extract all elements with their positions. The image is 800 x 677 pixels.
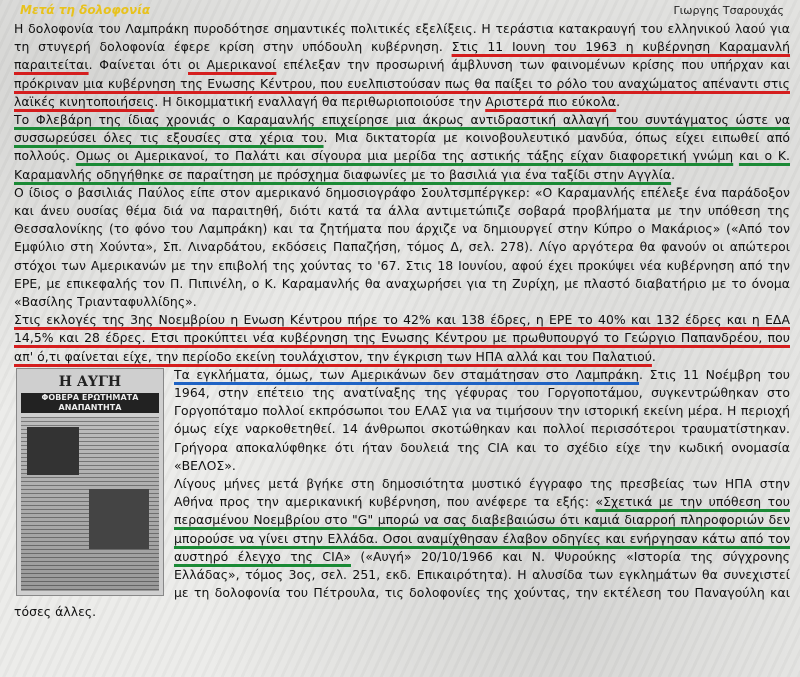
highlight-green: Ομως οι Αμερικανοί, το Παλάτι και σίγουρα μια μερίδα της αστικής τάξης είχαν διαφορετική γνώμη xyxy=(75,148,734,164)
clip-headline: ΦΟΒΕΡΑ ΕΡΩΤΗΜΑΤΑ ΑΝΑΠΑΝΤΗΤΑ xyxy=(21,393,159,413)
text: Ο ίδιος ο βασιλιάς Παύλος είπε στον αμερικανό δημοσιογράφο Σουλτσμπέργκερ: «Ο Καραμανλής επέλεξε ένα παράδοξον και άνευ ουσίας θέμα διά να παραιτηθή, διότι κατά τα άλλα αντιμετώπιζε σοβαρά προβλήματα με την υπόθεση της Θεσσαλονίκης (το φόνο του Λαμπράκη) και τα ζητήματα που άρχιζε να δημιουργεί στην Κύπρο ο Μακάριος» («Από τον Εμφύλιο στη Χούντα», Σπ. Λιναρδάτου, εκδόσεις Παπαζήση, τόμος Δ, σελ. 278). Λίγο αργότερα θα φανούν οι απώτεροι στόχοι των Αμερικανών με την επιβολή της χούντας το '67. Στις 18 Ιουνίου, αφού έχει προκύψει νέα κυβέρνηση από την ΕΡΕ, με επικεφαλής τον Π. Πιπινέλη, ο Κ. Καραμανλής θα αναχωρήσει για τη Ζυρίχη, με πλαστό διαβατήριο με το όνομα «Βασίλης Τριανταφυλλίδης». xyxy=(14,184,790,310)
highlight-blue: Τα εγκλήματα, όμως, των Αμερικάνων δεν σταμάτησαν στο Λαμπράκη xyxy=(174,366,640,382)
text: Λίγους μήνες μετά βγήκε στη δημοσιότητα μυστικό έγγραφο της πρεσβείας των ΗΠΑ στην Αθήνα προς την αμερικανική κυβέρνηση, που ανέφερε τα εξής: xyxy=(174,476,790,510)
highlight-red: οι Αμερικανοί xyxy=(188,57,277,73)
text: . xyxy=(651,348,656,364)
newspaper-clipping-image xyxy=(16,368,164,596)
highlight-green: και ο Κ. Καραμανλής οδηγήθηκε σε παραίτηση με πρόσχημα διαφωνίες με το βασιλιά για ένα ταξίδι στην Αγγλία xyxy=(14,148,790,182)
paragraph-2 xyxy=(14,111,790,184)
text: . Στις 11 Νοέμβρη του 1964, στην επέτειο της ανατίναξης της γέφυρας του Γοργοποτάμου, συγκεντρώθηκαν στο Γοργοπόταμο πολλοί εκπρόσωποι του ΕΛΑΣ για να τιμήσουν την ιστορική εκείνη μέρα. Η περιοχή όμως είχε ναρκοθετηθεί. 14 άνθρωποι σκοτώθηκαν και πολλοί περισσότεροι τραυματίστηκαν. Γρήγορα αποκαλύφθηκε ότι ήταν δουλειά της CIA και το σχέδιο είχε την κωδική ονομασία «ΒΕΛΟΣ». xyxy=(174,366,790,473)
text: . xyxy=(671,166,676,182)
highlight-red: Στις 11 Ιουνη του 1963 η κυβέρνηση Καραμανλή παραιτείται xyxy=(14,39,790,73)
text: Η δολοφονία του Λαμπράκη πυροδότησε σημαντικές πολιτικές εξελίξεις. Η τεράστια κατακραυγή του ελληνικού λαού για τη στυγερή δολοφονία έφερε κρίση στην υπόδουλη κυβέρνηση. xyxy=(14,21,790,55)
header xyxy=(12,3,784,21)
highlight-green: «Σχετικά με την υπόθεση του περασμένου Νοεμβρίου στο "G" μπορώ να σας διαβεβαιώσω ότι καμιά διαρροή πληροφοριών δεν μπορούσε να γίνει στην Ελλάδα. Οσοι αναμίχθησαν έλαβον οδηγίες και ενήργησαν κάτω από τον αυστηρό έλεγχο της CIA» xyxy=(174,494,790,564)
text: . Η δικομματική εναλλαγή θα περιθωριοποιούσε την xyxy=(154,93,482,109)
text: επέλεξαν την προσωρινή άμβλυνση των φαινομένων κρίσης που υπήρχαν και xyxy=(283,57,790,73)
highlight-red: Στις εκλογές της 3ης Νοεμβρίου η Ενωση Κέντρου πήρε το 42% και 138 έδρες, η ΕΡΕ το 40% και 132 έδρες και η ΕΔΑ 14,5% και 28 έδρες. Ετσι προκύπτει νέα κυβέρνηση της Ενωσης Κέντρου με πρωθυπουργό το Γεώργιο Παπανδρέου, που απ' ό,τι φαίνεται είχε, την περίοδο εκείνη τουλάχιστον, την έγκριση των ΗΠΑ αλλά και του Παλατιού xyxy=(14,312,790,364)
clip-masthead: Η ΑΥΓΗ xyxy=(58,373,122,390)
highlight-red: πρόκριναν μια κυβέρνηση της Ενωσης Κέντρου, που ευελπιστούσαν πως θα παίξει το ρόλο του αναχώματος απέναντι στις λαϊκές κινητοποιήσεις xyxy=(14,75,790,109)
text: («Αυγή» 20/10/1966 και Ν. Ψυρούκης «Ιστορία της σύγχρονης Ελλάδας», τόμος 3ος, σελ. 251, εκδ. Επικαιρότητα). Η αλυσίδα των εγκλημάτων θα συνεχιστεί με τη δολοφονία του Πέτρουλα, τις δολοφονίες της χούντας, την εκτέλεση του Παναγούλη και τόσες άλλες. xyxy=(14,548,790,619)
paragraph-3 xyxy=(14,184,790,311)
paragraph-1 xyxy=(14,20,790,111)
highlight-red: Αριστερά πιο εύκολα xyxy=(485,93,617,109)
paragraph-4 xyxy=(14,311,790,366)
text: . Φαίνεται ότι xyxy=(88,57,182,73)
text: . Μια δικτατορία με κοινοβουλευτικό μανδύα, όπως είχει ειπωθεί από πολλούς. xyxy=(14,130,791,164)
article-body xyxy=(14,20,790,621)
clip-photo xyxy=(27,427,79,475)
highlight-green: Το Φλεβάρη της ίδιας χρονιάς ο Καραμανλής επιχείρησε μια άκρως αντιδραστική αλλαγή του συντάγματος ώστε να συσσωρεύσει όλες τις εξουσίες στα χέρια του xyxy=(14,112,790,146)
author-name: Γιωργης Τσαρουχάς xyxy=(673,4,784,17)
section-title: Μετά τη δολοφονία xyxy=(20,3,151,17)
text: . xyxy=(616,93,621,109)
clip-photo xyxy=(89,489,149,549)
